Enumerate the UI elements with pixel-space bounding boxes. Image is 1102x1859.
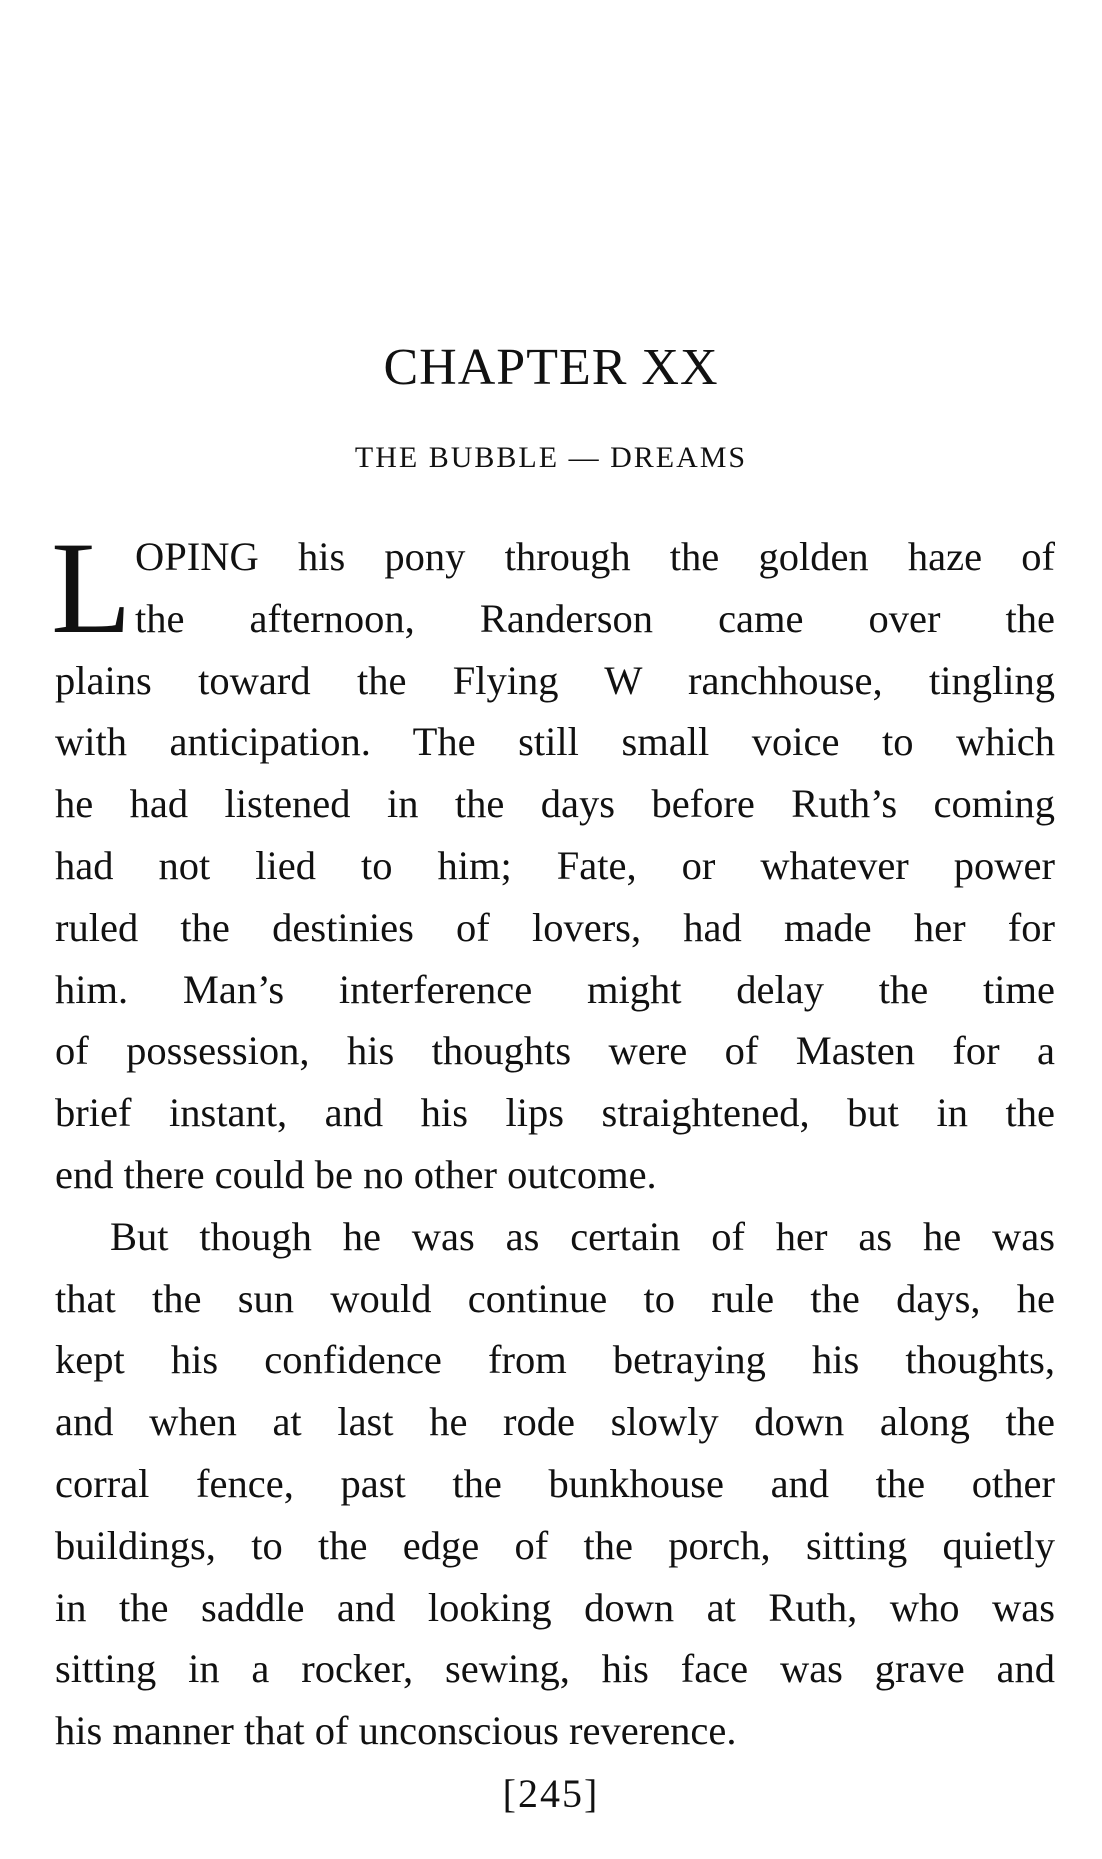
text-line: OPING his pony through the golden haze of <box>135 534 1055 579</box>
text-line: But though he was as certain of her as he was <box>110 1213 1055 1259</box>
text-line: and when at last he rode slowly down along the <box>55 1399 1055 1445</box>
page-number: [245] <box>502 1771 600 1816</box>
text-line: in the saddle and looking down at Ruth, who was <box>55 1584 1055 1630</box>
text-line: kept his confidence from betraying his thoughts, <box>55 1337 1055 1383</box>
body-text <box>51 514 1055 1762</box>
chapter-title: CHAPTER XX <box>383 339 719 396</box>
paragraph-1 <box>51 514 1055 1206</box>
text-line: him. Man’s interference might delay the time <box>55 966 1055 1012</box>
text-line: buildings, to the edge of the porch, sitting quietly <box>55 1522 1055 1568</box>
drop-cap: L <box>51 514 132 661</box>
text-line: end there could be no other outcome. <box>55 1151 657 1197</box>
text-line: with anticipation. The still small voice to which <box>55 719 1055 765</box>
text-line: sitting in a rocker, sewing, his face was grave and <box>55 1646 1055 1692</box>
paragraph-2 <box>55 1206 1055 1762</box>
text-line: ruled the destinies of lovers, had made her for <box>55 904 1055 950</box>
text-line: his manner that of unconscious reverence. <box>55 1708 737 1754</box>
chapter-subtitle: THE BUBBLE — DREAMS <box>354 441 748 474</box>
text-line: of possession, his thoughts were of Masten for a <box>55 1028 1055 1074</box>
text-line: brief instant, and his lips straightened, but in the <box>55 1090 1055 1136</box>
text-line: that the sun would continue to rule the days, he <box>55 1275 1055 1321</box>
text-line: the afternoon, Randerson came over the <box>135 595 1055 641</box>
text-line: corral fence, past the bunkhouse and the other <box>55 1460 1055 1506</box>
text-line: plains toward the Flying W ranchhouse, tingling <box>55 657 1055 703</box>
text-line: he had listened in the days before Ruth’s coming <box>55 781 1055 827</box>
text-line: had not lied to him; Fate, or whatever power <box>55 842 1055 888</box>
